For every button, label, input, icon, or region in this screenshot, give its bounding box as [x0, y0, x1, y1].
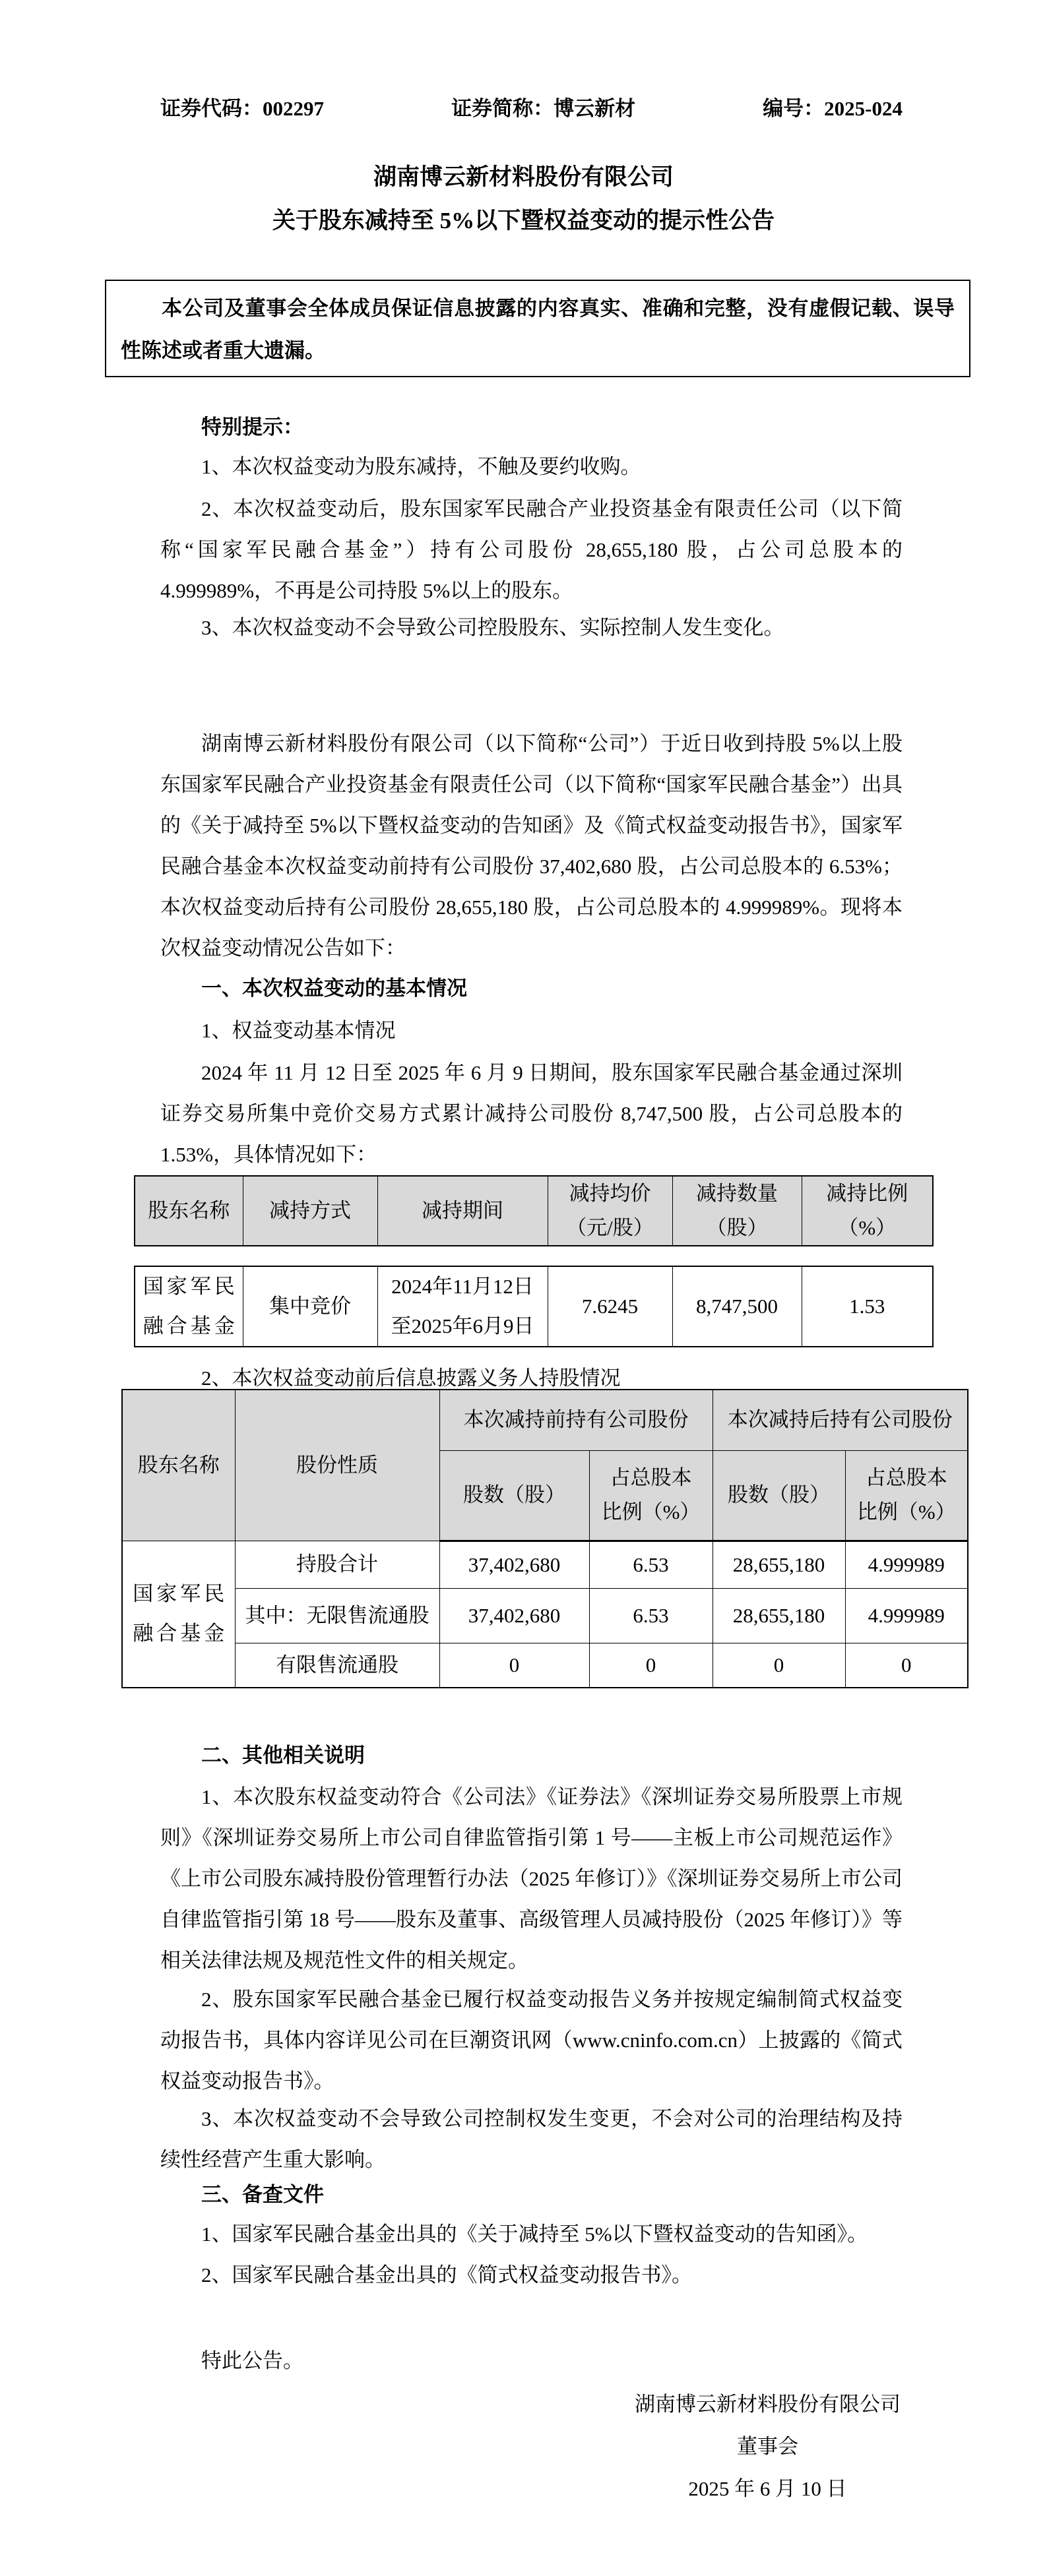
section2-item-2: 2、股东国家军民融合基金已履行权益变动报告义务并按规定编制简式权益变动报告书，具体内容详见公司在巨潮资讯网（www.cninfo.com.cn）上披露的《简式权益变动报告书》。 — [160, 1988, 903, 2093]
disclaimer-text: 本公司及董事会全体成员保证信息披露的内容真实、准确和完整，没有虚假记载、误导性陈述或者重大遗漏。 — [121, 297, 955, 362]
special-notice-item-1: 1、本次权益变动为股东减持，不触及要约收购。 — [201, 455, 641, 478]
announcement-no: 编号：2025-024 — [763, 97, 903, 120]
cell-nature: 有限售流通股 — [235, 1643, 439, 1688]
col-shareholder-name: 股东名称 — [122, 1390, 235, 1541]
holdings-table — [121, 1389, 968, 1688]
col-group-after: 本次减持后持有公司股份 — [713, 1390, 968, 1450]
stock-code: 证券代码：002297 — [160, 97, 324, 120]
col-after-shares: 股数（股） — [713, 1450, 845, 1541]
cell-before-pct: 6.53 — [589, 1588, 713, 1643]
company-title: 湖南博云新材料股份有限公司 — [373, 164, 674, 190]
col-share-nature: 股份性质 — [235, 1390, 439, 1541]
section2-item-1: 1、本次股东权益变动符合《公司法》《证券法》《深圳证券交易所股票上市规则》《深圳证券交易所上市公司自律监管指引第 1 号——主板上市公司规范运作》《上市公司股东减持股份管理暂行办法（2025 年修订）》《深圳证券交易所上市公司自律监管指引第 18 号——股东及董事、高级管理人员减持股份（2025 年修订）》等相关法律法规及规范性文件的相关规定。 — [160, 1785, 903, 1972]
cell-after-pct: 0 — [845, 1643, 968, 1688]
disclaimer-box — [105, 280, 970, 377]
special-notice-item-2: 2、本次权益变动后，股东国家军民融合产业投资基金有限责任公司（以下简称“国家军民融合基金”）持有公司股份 28,655,180 股，占公司总股本的 4.999989%，不再是公司持股 5%以上的股东。 — [160, 497, 903, 602]
cell-ratio: 1.53 — [802, 1266, 933, 1347]
cell-avg-price: 7.6245 — [548, 1266, 672, 1347]
section1-sub1-heading: 1、权益变动基本情况 — [201, 1019, 396, 1042]
cell-shareholder-name: 国家军民 融合基金 — [135, 1266, 243, 1347]
special-notice-heading: 特别提示： — [201, 415, 303, 439]
section1-heading: 一、本次权益变动的基本情况 — [201, 977, 467, 1000]
section1-sub2-heading: 2、本次权益变动前后信息披露义务人持股情况 — [201, 1366, 621, 1390]
section3-item-1: 1、国家军民融合基金出具的《关于减持至 5%以下暨权益变动的告知函》。 — [201, 2223, 868, 2246]
col-reduction-period: 减持期间 — [377, 1176, 548, 1246]
signature-date: 2025 年 6 月 10 日 — [688, 2477, 847, 2500]
cell-before-shares: 37,402,680 — [439, 1541, 589, 1588]
col-reduction-method: 减持方式 — [243, 1176, 377, 1246]
col-before-shares: 股数（股） — [439, 1450, 589, 1541]
table-row-restricted — [122, 1643, 968, 1688]
section2-heading: 二、其他相关说明 — [201, 1744, 365, 1767]
cell-after-shares: 0 — [713, 1643, 845, 1688]
section2-item-3: 3、本次权益变动不会导致公司控制权发生变更，不会对公司的治理结构及持续性经营产生重大影响。 — [160, 2107, 903, 2171]
cell-after-pct: 4.999989 — [845, 1541, 968, 1588]
col-avg-price: 减持均价 （元/股） — [548, 1176, 672, 1246]
section3-item-2: 2、国家军民融合基金出具的《简式权益变动报告书》。 — [201, 2263, 692, 2286]
signature-board: 董事会 — [737, 2435, 798, 2458]
cell-after-pct: 4.999989 — [845, 1588, 968, 1643]
intro-paragraph: 湖南博云新材料股份有限公司（以下简称“公司”）于近日收到持股 5%以上股东国家军民融合产业投资基金有限责任公司（以下简称“国家军民融合基金”）出具的《关于减持至 5%以下暨权益变动的告知函》及《简式权益变动报告书》，国家军民融合基金本次权益变动前持有公司股份 37,402,680 股，占公司总股本的 6.53%；本次权益变动后持有公司股份 28,655,180 股，占公司总股本的 4.999989%。现将本次权益变动情况公告如下： — [160, 732, 903, 960]
cell-period: 2024年11月12日 至2025年6月9日 — [377, 1266, 548, 1347]
cell-nature: 持股合计 — [235, 1541, 439, 1588]
special-notice-item-3: 3、本次权益变动不会导致公司控股股东、实际控制人发生变化。 — [201, 616, 784, 639]
reduction-table-body — [134, 1266, 934, 1347]
cell-before-pct: 0 — [589, 1643, 713, 1688]
announcement-title: 关于股东减持至 5%以下暨权益变动的提示性公告 — [272, 208, 775, 233]
reduction-table — [134, 1175, 934, 1347]
cell-before-shares: 37,402,680 — [439, 1588, 589, 1643]
col-group-before: 本次减持前持有公司股份 — [439, 1390, 713, 1450]
cell-method: 集中竞价 — [243, 1266, 377, 1347]
stock-abbr: 证券简称：博云新材 — [451, 97, 636, 120]
col-qty: 减持数量 （股） — [672, 1176, 802, 1246]
cell-shareholder-name: 国家军民 融合基金 — [122, 1541, 235, 1688]
cell-after-shares: 28,655,180 — [713, 1588, 845, 1643]
section3-heading: 三、备查文件 — [201, 2183, 324, 2206]
signature-block — [635, 2383, 901, 2510]
col-shareholder-name: 股东名称 — [135, 1176, 243, 1246]
cell-before-shares: 0 — [439, 1643, 589, 1688]
cell-after-shares: 28,655,180 — [713, 1541, 845, 1588]
col-ratio: 减持比例 （%） — [802, 1176, 933, 1246]
col-before-pct: 占总股本 比例（%） — [589, 1450, 713, 1541]
cell-qty: 8,747,500 — [672, 1266, 802, 1347]
closing-statement: 特此公告。 — [201, 2349, 303, 2372]
col-after-pct: 占总股本 比例（%） — [845, 1450, 968, 1541]
signature-company: 湖南博云新材料股份有限公司 — [635, 2393, 901, 2416]
table-row-total — [122, 1541, 968, 1588]
stock-info-line — [160, 88, 903, 129]
cell-before-pct: 6.53 — [589, 1541, 713, 1588]
table-row — [135, 1266, 933, 1347]
section1-sub1-paragraph: 2024 年 11 月 12 日至 2025 年 6 月 9 日期间，股东国家军民融合基金通过深圳证券交易所集中竞价交易方式累计减持公司股份 8,747,500 股，占公司总股本的 1.53%，具体情况如下： — [160, 1061, 903, 1166]
cell-nature: 其中：无限售流通股 — [235, 1588, 439, 1643]
table-row-unrestricted — [122, 1588, 968, 1643]
reduction-table-header — [134, 1175, 934, 1246]
